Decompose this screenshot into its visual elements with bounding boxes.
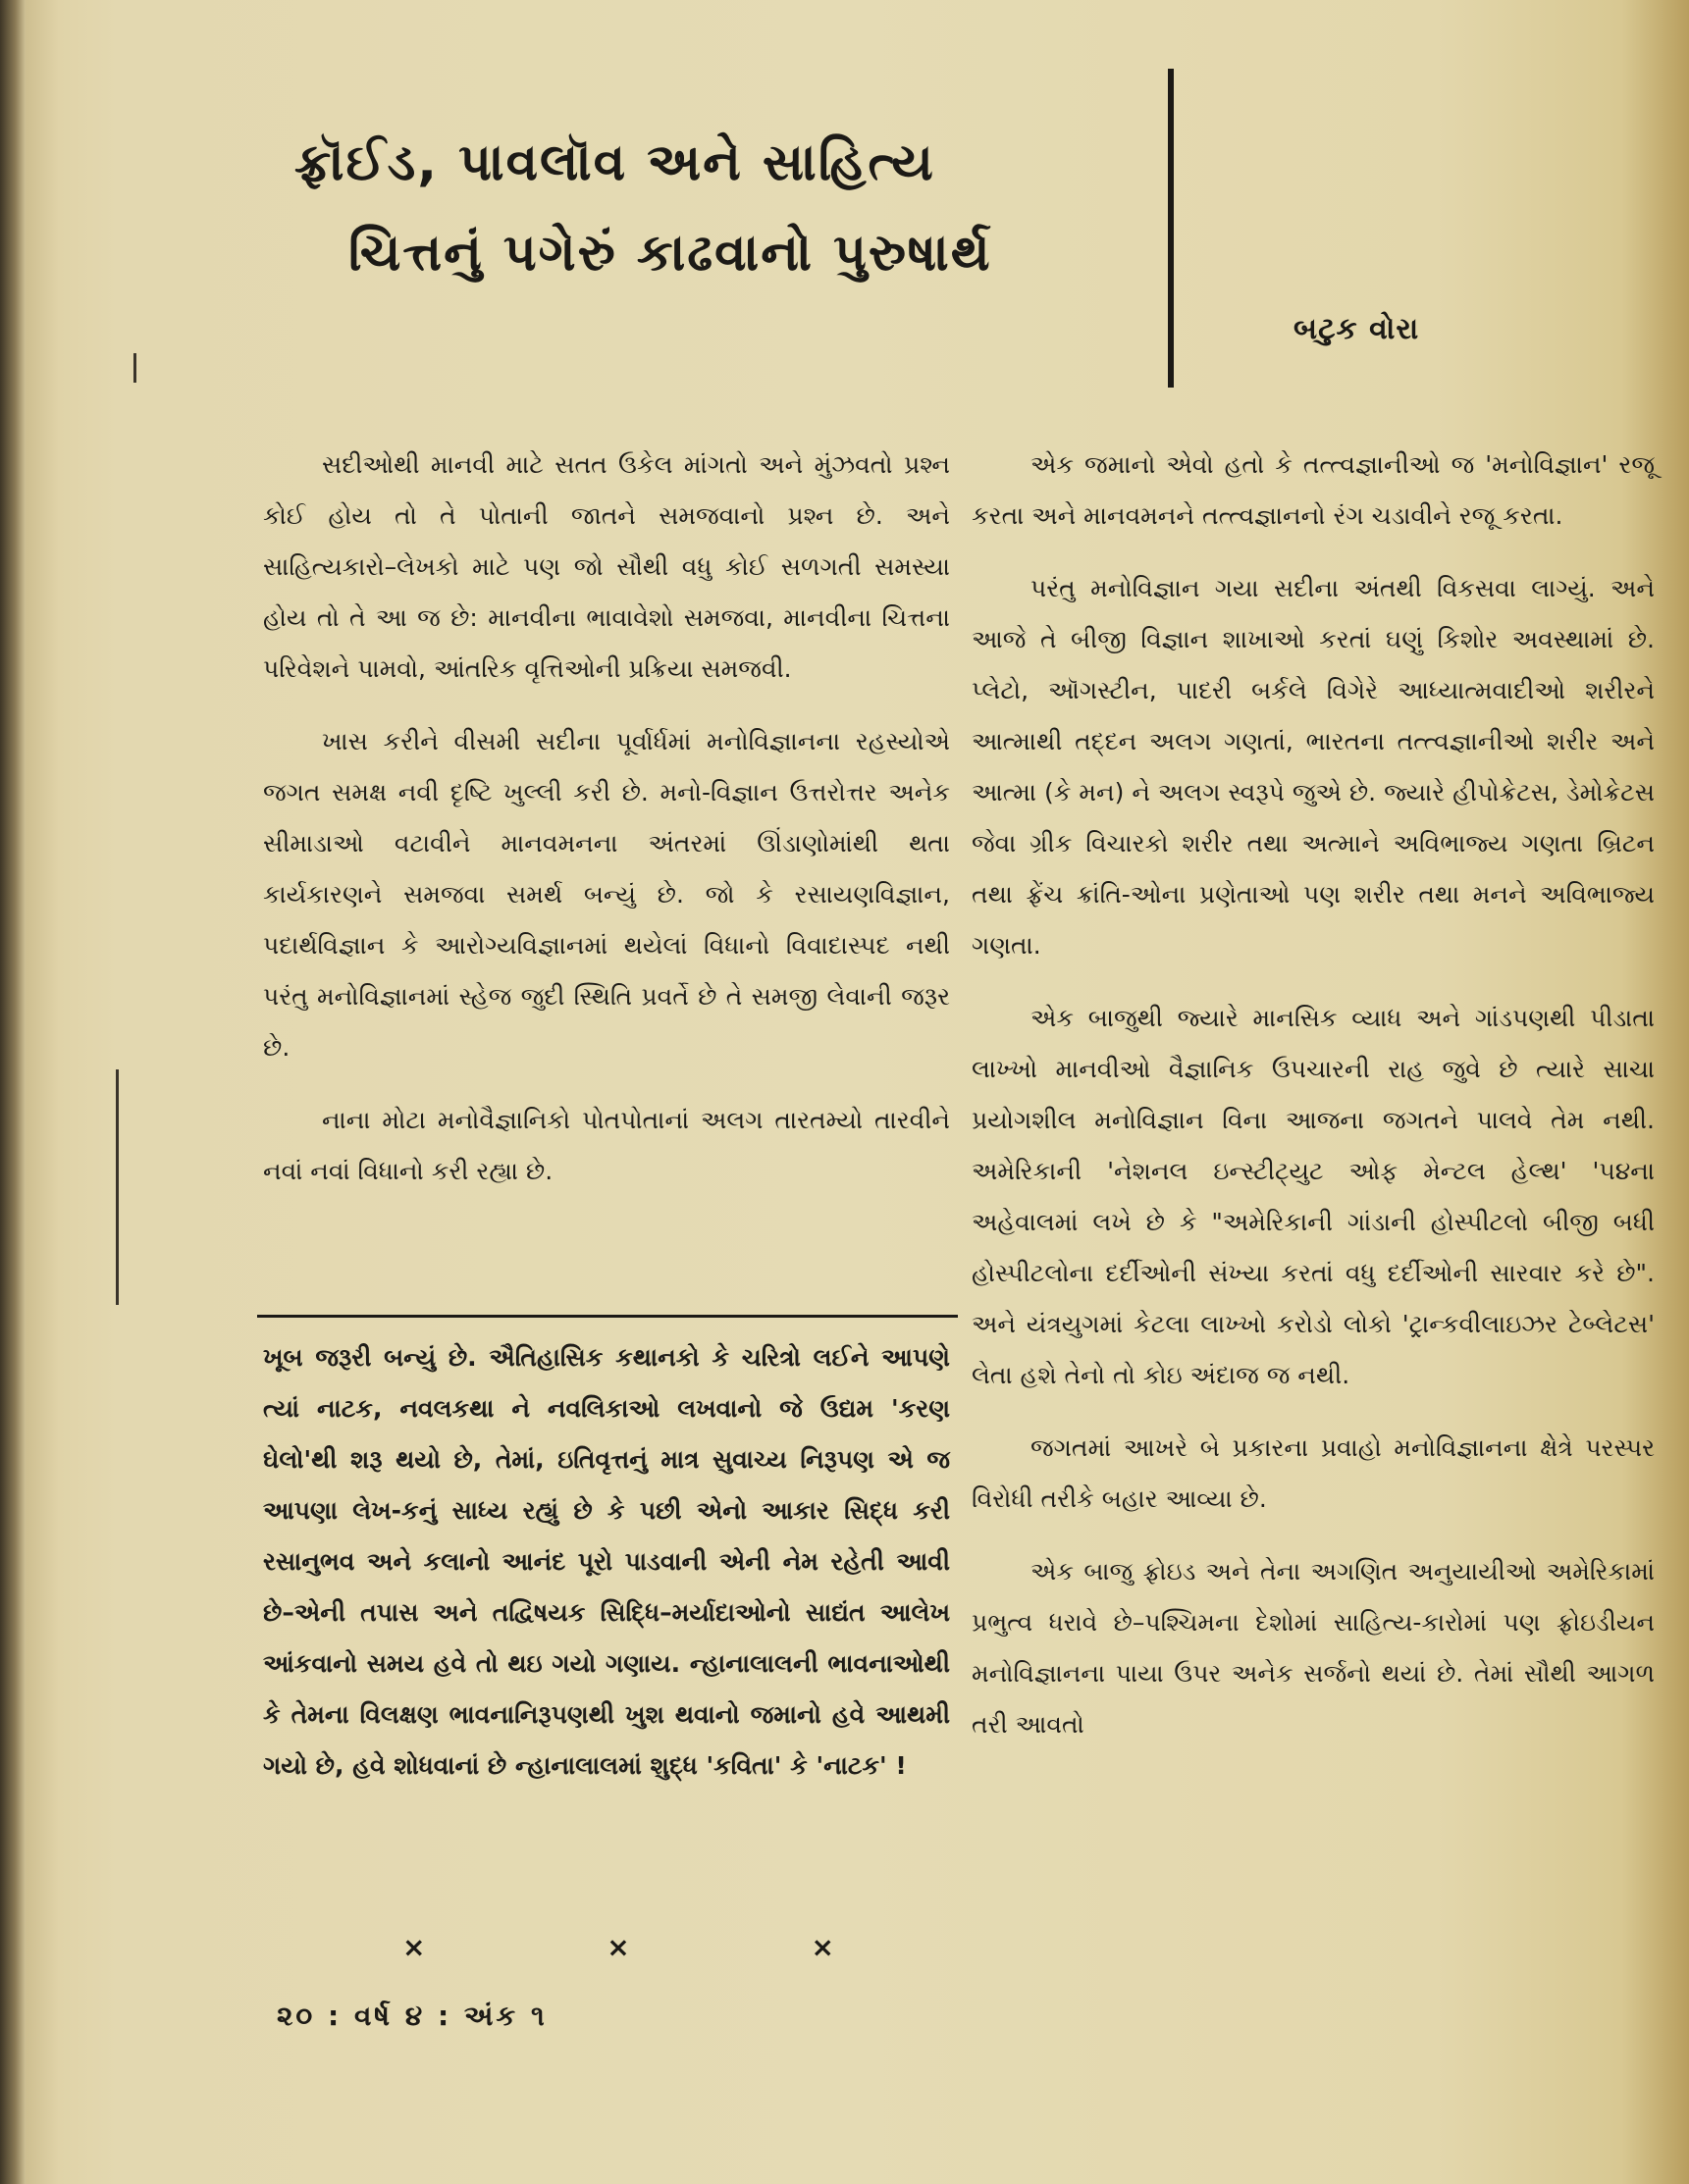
paragraph: ખાસ કરીને વીસમી સદીના પૂર્વાર્ધમાં મનોવિજ્ઞાનના રહસ્યોએ જગત સમક્ષ નવી દૃષ્ટિ ખુલ્લી કરી છે. મનો-વિજ્ઞાન ઉત્તરોત્તર અનેક સીમાડાઓ વટાવીને માનવમનના અંતરમાં ઊંડાણોમાંથી થતા કાર્યકારણને સમજવા સમર્થ બન્યું છે. જો કે રસાયણવિજ્ઞાન, પદાર્થવિજ્ઞાન કે આરોગ્યવિજ્ઞાનમાં થયેલાં વિધાનો વિવાદાસ્પદ નથી પરંતુ મનોવિજ્ઞાનમાં સ્હેજ જુદી સ્થિતિ પ્રવર્તે છે તે સમજી લેવાની જરૂર છે. (263, 727, 950, 1062)
margin-tick (133, 353, 136, 383)
article-title (294, 118, 1148, 298)
paragraph-text: સદીઓથી માનવી માટે સતત ઉકેલ માંગતો અને મુંઝવતો પ્રશ્ન કોઈ હોય તો તે પોતાની જાતને સમજવાનો પ્રશ્ન છે. અને સાહિત્યકારો–લેખકો માટે પણ જો સૌથી વધુ કોઈ સળગતી સમસ્યા હોય તો તે આ જ છે: માનવીના ભાવાવેશો સમજવા, માનવીના ચિત્તના પરિવેશને પામવો, આંતરિક વૃત્તિઓની પ્રક્રિયા સમજવી. (263, 450, 950, 683)
title-divider (1168, 69, 1174, 388)
title-line-1: ફ્રૉઈડ, પાવલૉવ અને સાહિત્ય (294, 133, 935, 192)
paragraph (263, 440, 950, 695)
binding-spine (0, 0, 26, 2184)
paragraph: એક જમાનો એવો હતો કે તત્ત્વજ્ઞાનીઓ જ 'મનોવિજ્ઞાન' રજૂ કરતા અને માનવમનને તત્ત્વજ્ઞાનનો રંગ ચડાવીને રજૂ કરતા. (972, 450, 1655, 530)
paragraph: ખૂબ જરૂરી બન્યું છે. ઐતિહાસિક કથાનકો કે ચરિત્રો લઈને આપણે ત્યાં નાટક, નવલકથા ને નવલિકાઓ લખવાનો જે ઉદ્યમ 'કરણ ઘેલો'થી શરૂ થયો છે, તેમાં, ઇતિવૃત્તનું માત્ર સુવાચ્ય નિરૂપણ એ જ આપણા લેખ-કનું સાધ્ય રહ્યું છે કે પછી એનો આકાર સિદ્ધ કરી રસાનુભવ અને કલાનો આનંદ પૂરો પાડવાની એની નેમ રહેતી આવી છે–એની તપાસ અને તદ્વિષયક સિદ્ધિ–મર્યાદાઓનો સાદ્યંત આલેખ આંકવાનો સમય હવે તો થઇ ગયો ગણાય. ન્હાનાલાલની ભાવનાઓથી કે તેમના વિલક્ષણ ભાવનાનિરૂપણથી ખુશ થવાનો જમાનો હવે આથમી ગયો છે, હવે શોધવાનાં છે ન્હાનાલાલમાં શુદ્ધ 'કવિતા' કે 'નાટક' ! (263, 1343, 950, 1780)
left-column (263, 440, 950, 1219)
paragraph: એક બાજુ ફ્રોઇડ અને તેના અગણિત અનુયાયીઓ અમેરિકામાં પ્રભુત્વ ધરાવે છે–પશ્ચિમના દેશોમાં સાહિત્ય-કારોમાં પણ ફ્રોઇડીયન મનોવિજ્ઞાનના પાયા ઉપર અનેક સર્જનો થયાં છે. તેમાં સૌથી આગળ તરી આવતો (972, 1557, 1655, 1739)
left-column-lower (263, 1332, 950, 1813)
right-column (972, 440, 1655, 1772)
paragraph: પરંતુ મનોવિજ્ઞાન ગયા સદીના અંતથી વિકસવા લાગ્યું. અને આજે તે બીજી વિજ્ઞાન શાખાઓ કરતાં ઘણું કિશોર અવસ્થામાં છે. પ્લેટો, ઑગસ્ટીન, પાદરી બર્કલે વિગેરે આધ્યાત્મવાદીઓ શરીરને આત્માથી તદ્દન અલગ ગણતાં, ભારતના તત્ત્વજ્ઞાનીઓ શરીર અને આત્મા (કે મન) ને અલગ સ્વરૂપે જુએ છે. જ્યારે હીપોક્રેટસ, ડેમોક્રેટસ જેવા ગ્રીક વિચારકો શરીર તથા અત્માને અવિભાજ્ય ગણતા બ્રિટન તથા ફ્રેંચ ક્રાંતિ-ઓના પ્રણેતાઓ પણ શરીર તથા મનને અવિભાજ્ય ગણતા. (972, 574, 1655, 960)
column-divider (257, 1315, 958, 1318)
paragraph: જગતમાં આખરે બે પ્રકારના પ્રવાહો મનોવિજ્ઞાનના ક્ષેત્રે પરસ્પર વિરોધી તરીકે બહાર આવ્યા છે. (972, 1433, 1655, 1513)
margin-tick (116, 1069, 119, 1305)
section-break-mark: × (402, 1931, 426, 1963)
paragraph: એક બાજુથી જ્યારે માનસિક વ્યાધ અને ગાંડપણથી પીડાતા લાખ્ખો માનવીઓ વૈજ્ઞાનિક ઉપચારની રાહ જુવે છે ત્યારે સાચા પ્રયોગશીલ મનોવિજ્ઞાન વિના આજના જગતને પાલવે તેમ નથી. અમેરિકાની 'નેશનલ ઇન્સ્ટીટ્યુટ ઓફ મેન્ટલ હેલ્થ' '૫૪ના અહેવાલમાં લખે છે કે "અમેરિકાની ગાંડાની હોસ્પીટલો બીજી બધી હોસ્પીટલોના દર્દીઓની સંખ્યા કરતાં વધુ દર્દીઓની સારવાર કરે છે". અને યંત્રયુગમાં કેટલા લાખ્ખો કરોડો લોકો 'ટ્રાન્કવીલાઇઝર ટેબ્લેટસ' લેતા હશે તેનો તો કોઇ અંદાજ જ નથી. (972, 1004, 1655, 1389)
page-folio: ૨૦ : વર્ષ ૪ : અંક ૧ (277, 2000, 548, 2032)
paragraph: નાના મોટા મનોવૈજ્ઞાનિકો પોતપોતાનાં અલગ તારતમ્યો તારવીને નવાં નવાં વિધાનો કરી રહ્યા છે. (263, 1106, 950, 1185)
title-line-2: ચિત્તનું પગેરું કાઢવાનો પુરુષાર્થ (348, 224, 992, 283)
section-break-mark: × (811, 1931, 834, 1963)
author-name: બટુક વોરા (1293, 312, 1420, 346)
section-break-mark: × (607, 1931, 630, 1963)
section-break (402, 1931, 834, 1963)
